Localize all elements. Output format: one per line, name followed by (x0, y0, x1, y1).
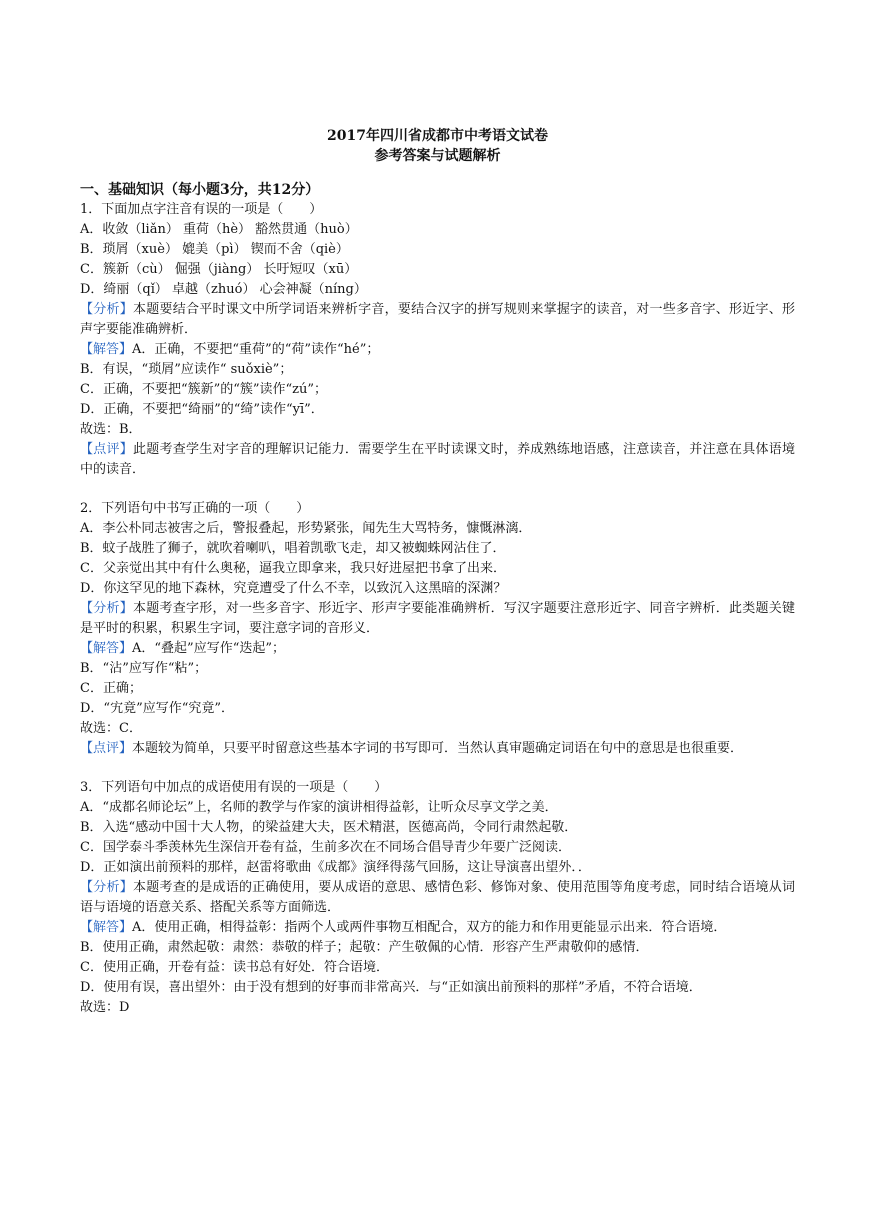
option-a: A．“成都名师论坛”上，名师的教学与作家的演讲相得益彰，让听众尽享文学之美． (80, 800, 558, 815)
answer-choice: 故选：C． (80, 721, 142, 736)
question-stem: 1．下面加点字注音有误的一项是（ ） (80, 202, 323, 217)
answer-line: A．正确，不要把“重荷”的“荷”读作“hé”； (132, 342, 380, 357)
answer-line: D．“宄竟”应写作“究竟”． (80, 701, 235, 716)
comment-tag: 【点评】 (80, 442, 133, 457)
option-d: D．你这罕见的地下森林，究竟遭受了什么不幸，以致沉入这黑暗的深渊？ (80, 581, 507, 596)
analysis-tag: 【分析】 (80, 880, 133, 895)
answer-line: C．使用正确，开卷有益：读书总有好处．符合语境． (80, 960, 389, 975)
comment-tag: 【点评】 (80, 741, 133, 756)
analysis-text: 本题要结合平时课文中所学词语来辨析字音，要结合汉字的拼写规则来掌握字的读音，对一些多音字、形近字、形声字要能准确辨析． (80, 302, 795, 337)
option-b: B．琐屑（xuè） 媲美（pì） 锲而不舍（qiè） (80, 242, 349, 257)
document-title: 2017年四川省成都市中考语文试卷 (327, 128, 548, 144)
option-b: B．蚊子战胜了狮子，就吹着喇叭，唱着凯歌飞走，却又被蜘蛛网沾住了． (80, 541, 506, 556)
answer-choice: 故选：B． (80, 422, 142, 437)
analysis-text: 本题考查的是成语的正确使用，要从成语的意思、感情色彩、修饰对象、使用范围等角度考虑，同时结合语境从词语与语境的语意关系、搭配关系等方面筛选． (80, 880, 795, 915)
answer-line: B．“沾”应写作“粘”； (80, 661, 208, 676)
answer-tag: 【解答】 (80, 342, 133, 357)
analysis-text: 本题考查字形，对一些多音字、形近字、形声字要能准确辨析．写汉字题要注意形近字、同音字辨析．此类题关键是平时的积累，积累生字词，要注意字词的音形义． (80, 601, 795, 636)
question-1 (80, 200, 795, 480)
answer-line: A．使用正确，相得益彰：指两个人或两件事物互相配合，双方的能力和作用更能显示出来．符合语境． (132, 920, 727, 935)
answer-line: C．正确； (80, 681, 142, 696)
option-c: C．簇新（cù） 倔强（jiàng） 长吁短叹（xū） (80, 262, 358, 277)
answer-paragraph (80, 918, 795, 938)
option-d: D．正如演出前预料的那样，赵雷将歌曲《成都》演绎得荡气回肠，这让导演喜出望外．． (80, 860, 591, 875)
answer-line: D．使用有误，喜出望外：由于没有想到的好事而非常高兴．与“正如演出前预料的那样”矛盾，不符合语境． (80, 980, 702, 995)
answer-tag: 【解答】 (80, 641, 133, 656)
answer-choice: 故选：D (80, 1000, 130, 1015)
answer-paragraph (80, 340, 795, 360)
option-a: A．李公朴同志被害之后，警报叠起，形势紧张，闻先生大骂特务，慷慨淋漓． (80, 521, 532, 536)
document-subtitle: 参考答案与试题解析 (374, 148, 501, 164)
analysis-tag: 【分析】 (80, 601, 133, 616)
question-2 (80, 499, 795, 759)
comment-paragraph (80, 739, 795, 759)
question-stem: 3．下列语句中加点的成语使用有误的一项是（ ） (80, 780, 388, 795)
answer-paragraph (80, 639, 795, 659)
option-c: C．国学泰斗季羡林先生深信开卷有益，生前多次在不同场合倡导青少年要广泛阅读． (80, 840, 571, 855)
comment-paragraph (80, 440, 795, 480)
section-heading: 一、基础知识（每小题3分，共12分） (80, 182, 320, 198)
answer-line: A．“叠起”应写作“迭起”； (132, 641, 285, 656)
analysis-paragraph (80, 599, 795, 639)
document-page (80, 126, 795, 1018)
option-b: B．入选“感动中国十大人物，的梁益建大夫，医术精湛，医德高尚，令同行肃然起敬． (80, 820, 578, 835)
comment-text: 本题较为简单，只要平时留意这些基本字词的书写即可．当然认真审题确定词语在句中的意思是也很重要． (132, 741, 744, 756)
answer-line: C．正确，不要把“簇新”的“簇”读作“zú”； (80, 382, 328, 397)
answer-line: B．有误，“琐屑”应读作“ suǒxiè”； (80, 362, 293, 377)
question-3 (80, 778, 795, 1018)
option-d: D．绮丽（qǐ） 卓越（zhuó） 心会神凝（níng） (80, 282, 367, 297)
option-a: A．收敛（liǎn） 重荷（hè） 豁然贯通（huò） (80, 222, 358, 237)
option-c: C．父亲觉出其中有什么奥秘，逼我立即拿来，我只好进屋把书拿了出来． (80, 561, 506, 576)
comment-text: 此题考查学生对字音的理解识记能力．需要学生在平时读课文时，养成熟练地语感，注意读音，并注意在具体语境中的读音． (80, 442, 795, 477)
answer-tag: 【解答】 (80, 920, 133, 935)
analysis-paragraph (80, 878, 795, 918)
question-stem: 2．下列语句中书写正确的一项（ ） (80, 501, 310, 516)
analysis-paragraph (80, 300, 795, 340)
answer-line: D．正确，不要把“绮丽”的“绮”读作“yī”． (80, 402, 324, 417)
analysis-tag: 【分析】 (80, 302, 133, 317)
answer-line: B．使用正确，肃然起敬：肃然：恭敬的样子；起敬：产生敬佩的心情．形容产生严肃敬仰的感情． (80, 940, 649, 955)
